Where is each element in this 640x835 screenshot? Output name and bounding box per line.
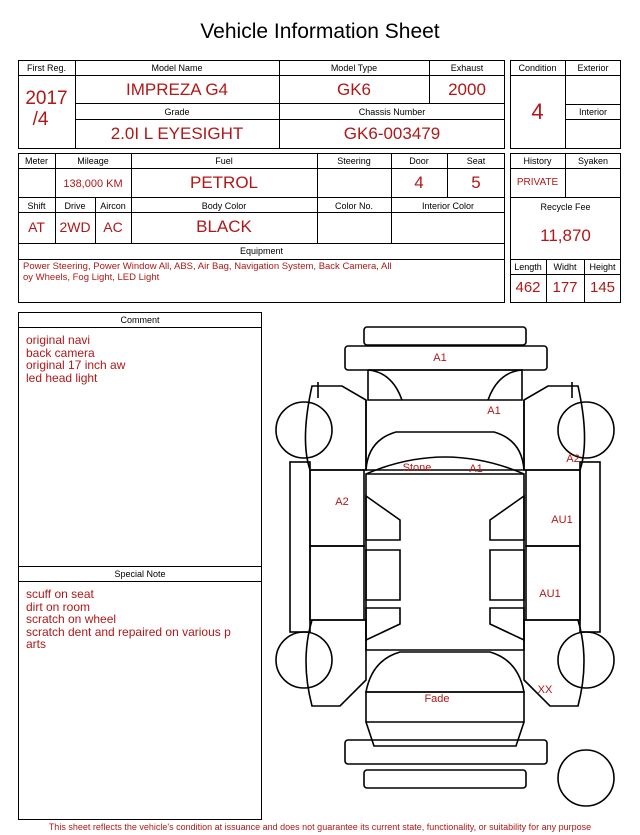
damage-label: Stone <box>402 462 432 474</box>
comment-label: Comment <box>120 315 160 325</box>
meter-label: Meter <box>24 156 48 166</box>
damage-label: Fade <box>424 693 450 705</box>
equipment-line: Power Steering, Power Window All, ABS, Air Bag, Navigation System, Back Camera, All <box>23 261 392 272</box>
door-label: Door <box>409 156 429 166</box>
aircon-label: Aircon <box>100 201 126 211</box>
equipment-label: Equipment <box>239 246 284 256</box>
shift-label: Shift <box>27 201 46 211</box>
length-value: 462 <box>515 279 541 296</box>
damage-label: AU1 <box>551 514 573 526</box>
comment-line: original 17 inch aw <box>26 358 126 372</box>
model-name-value: IMPREZA G4 <box>125 80 229 99</box>
condition-label: Condition <box>518 63 557 73</box>
width-value: 177 <box>552 279 578 296</box>
damage-label: A2 <box>566 453 580 465</box>
special-note-line: scuff on seat <box>26 587 94 601</box>
fuel-value: PETROL <box>189 173 259 192</box>
first-reg-month: /4 <box>32 109 49 130</box>
shift-value: AT <box>28 219 45 235</box>
exhaust-label: Exhaust <box>450 63 484 73</box>
damage-label: A2 <box>335 496 349 508</box>
height-value: 145 <box>589 279 616 296</box>
exhaust-value: 2000 <box>448 80 486 99</box>
first-reg-label: First Reg. <box>26 63 66 73</box>
chassis-number-label: Chassis Number <box>358 107 426 117</box>
model-type-label: Model Type <box>330 63 378 73</box>
drive-label: Drive <box>64 201 86 211</box>
fuel-label: Fuel <box>215 156 233 166</box>
body-color-label: Body Color <box>201 201 247 211</box>
seat-value: 5 <box>471 173 481 192</box>
width-label: Widht <box>553 262 577 272</box>
footer-disclaimer: This sheet reflects the vehicle's condition at issuance and does not guarantee its current state, functionality, or suitability for any purpose <box>48 822 592 832</box>
mileage-label: Mileage <box>77 156 109 166</box>
special-note-line: arts <box>26 637 47 651</box>
recycle-fee-label: Recycle Fee <box>540 202 591 212</box>
aircon-value: AC <box>103 219 123 235</box>
damage-label: A1 <box>487 405 501 417</box>
equipment-line: oy Wheels, Fog Light, LED Light <box>23 271 160 283</box>
body-color-value: BLACK <box>196 217 252 236</box>
damage-label: AU1 <box>539 588 561 600</box>
interior-label: Interior <box>578 107 607 117</box>
model-name-label: Model Name <box>151 63 203 73</box>
length-label: Length <box>514 262 542 272</box>
comment-line: back camera <box>26 345 95 360</box>
history-value: PRIVATE <box>516 177 559 188</box>
height-label: Height <box>589 262 616 272</box>
grade-value: 2.0I L EYESIGHT <box>110 124 244 143</box>
first-reg-year: 2017 <box>25 88 68 109</box>
mileage-value: 138,000 KM <box>63 178 123 190</box>
special-note-line: dirt on room <box>26 599 91 614</box>
damage-label: A1 <box>433 352 447 364</box>
damage-label: XX <box>537 684 553 696</box>
special-note-line: scratch on wheel <box>26 612 117 626</box>
syaken-label: Syaken <box>577 156 609 166</box>
door-value: 4 <box>414 173 424 192</box>
grade-label: Grade <box>164 107 190 117</box>
color-no-label: Color No. <box>334 201 373 211</box>
seat-label: Seat <box>466 156 486 166</box>
recycle-fee-value: 11,870 <box>540 226 591 245</box>
page-title: Vehicle Information Sheet <box>200 20 440 43</box>
comment-line: led head light <box>26 370 98 385</box>
special-note-line: scratch dent and repaired on various p <box>26 624 231 639</box>
steering-label: Steering <box>337 156 371 166</box>
damage-label: A1 <box>469 463 483 475</box>
exterior-label: Exterior <box>577 63 609 73</box>
drive-value: 2WD <box>59 219 91 235</box>
comment-line: original navi <box>26 333 91 347</box>
model-type-value: GK6 <box>336 80 372 99</box>
interior-color-label: Interior Color <box>421 201 475 211</box>
condition-value: 4 <box>531 99 544 124</box>
history-label: History <box>523 156 552 166</box>
special-note-label: Special Note <box>114 569 166 579</box>
chassis-number-value: GK6-003479 <box>343 124 441 143</box>
